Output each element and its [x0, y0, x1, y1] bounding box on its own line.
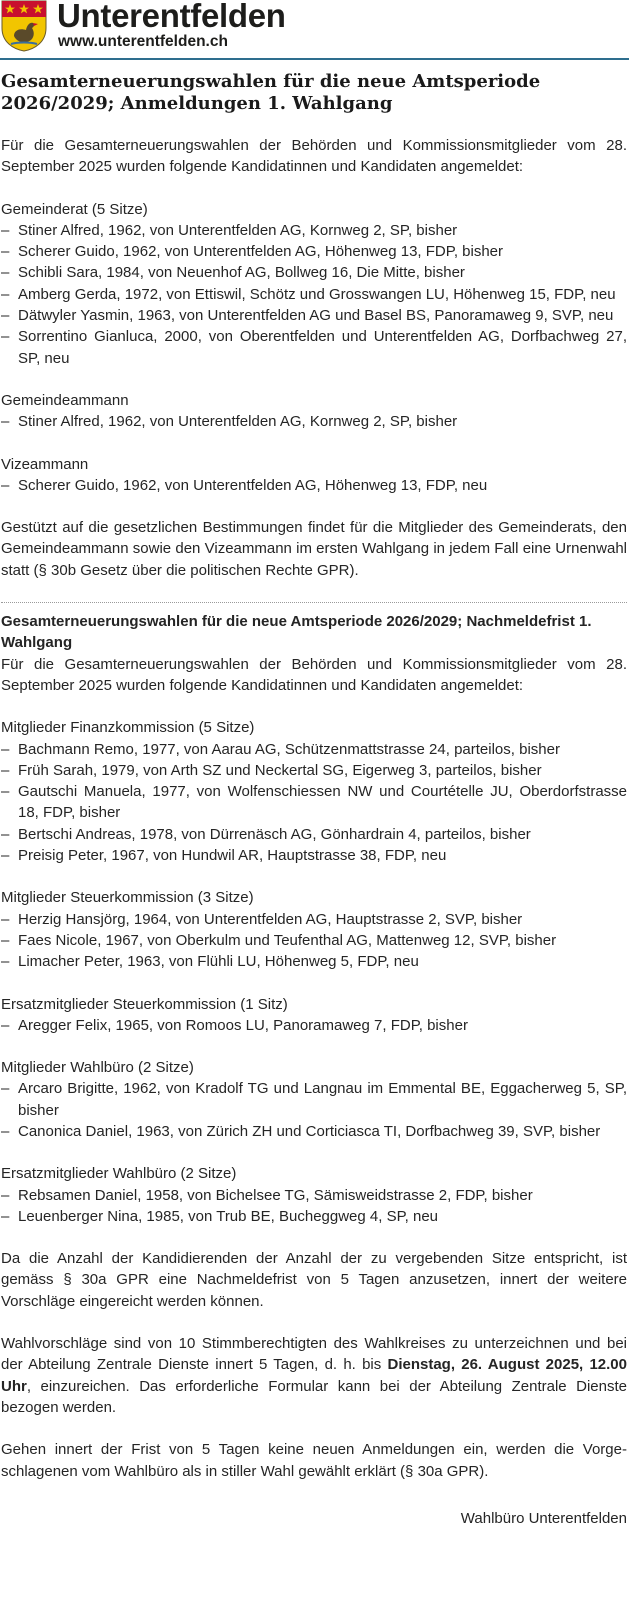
list-item — [1, 326, 627, 369]
list-item — [1, 241, 627, 262]
candidate-entry: Herzig Hansjörg, 1964, von Unterentfelden AG, Hauptstrasse 2, SVP, bisher — [18, 910, 523, 928]
deadline-date: Dienstag, 26. August 2025, 12.00 Uhr — [1, 1356, 627, 1395]
candidate-entry: Arcaro Brigitte, 1962, von Kradolf TG und Langnau im Emmental BE, Eggacherweg 5, SP, bisher — [18, 1080, 627, 1119]
list-bullet: – — [1, 285, 10, 303]
list-bullet: – — [1, 1186, 10, 1204]
list-item — [1, 781, 627, 824]
header — [0, 0, 629, 60]
list-bullet: – — [1, 931, 10, 949]
candidate-entry: Amberg Gerda, 1972, von Ettiswil, Schötz und Grosswangen LU, Höhenweg 15, FDP, neu — [18, 285, 616, 303]
list-bullet: – — [1, 243, 10, 261]
article-1-intro: Für die Gesamterneuerungswahlen der Behörden und Kommissionsmitglieder vom 28. September 2025 wurden folgende Kandidatinnen und Kandidaten angemeldet: — [1, 137, 627, 176]
list-bullet: – — [1, 264, 10, 282]
candidate-list — [1, 220, 627, 369]
section-title: Gemeindeammann — [1, 391, 129, 409]
list-bullet: – — [1, 1122, 10, 1140]
candidate-list — [1, 1015, 627, 1036]
candidate-list — [1, 411, 627, 432]
header-divider — [0, 58, 629, 60]
candidate-entry: Rebsamen Daniel, 1958, von Bichelsee TG, Sämisweidstrasse 2, FDP, bisher — [18, 1186, 533, 1204]
list-item — [1, 1121, 627, 1142]
candidate-entry: Leuenberger Nina, 1985, von Trub BE, Bucheggweg 4, SP, neu — [18, 1207, 439, 1225]
list-bullet: – — [1, 476, 10, 494]
list-item — [1, 262, 627, 283]
article-divider — [1, 602, 627, 603]
site-url[interactable]: www.unterentfelden.ch — [58, 33, 228, 50]
silent-election-paragraph: Gehen innert der Frist von 5 Tagen keine neuen Anmeldungen ein, werden die Vorgeschlagenen vom Wahlbüro als in stiller Wahl gewählt erklärt (§ 30a GPR). — [1, 1441, 627, 1480]
list-item — [1, 760, 627, 781]
article-2-sections — [1, 717, 627, 1227]
candidate-entry: Bachmann Remo, 1977, von Aarau AG, Schützenmattstrasse 24, parteilos, bisher — [18, 740, 560, 758]
list-item — [1, 475, 627, 496]
article-1-closing: Gestützt auf die gesetzlichen Bestimmungen findet für die Mitglieder des Gemeinderats, den Gemeindeammann sowie den Vizeammann im ersten Wahlgang in jedem Fall eine Urnenwahl statt (§ 30b Gesetz über die politischen Rechte GPR). — [1, 519, 627, 579]
list-bullet: – — [1, 825, 10, 843]
candidate-list — [1, 475, 627, 496]
deadline-text-after: , einzureichen. Das erforderliche Formular kann bei der Abteilung Zentrale Dienste bezogen werden. — [1, 1377, 627, 1416]
candidate-entry: Gautschi Manuela, 1977, von Wolfenschiessen NW und Courtételle JU, Oberdorfstrasse 18, FDP, bisher — [18, 783, 627, 822]
list-item — [1, 1206, 627, 1227]
candidate-entry: Scherer Guido, 1962, von Unterentfelden AG, Höhenweg 13, FDP, bisher — [18, 243, 504, 261]
candidate-entry: Schibli Sara, 1984, von Neuenhof AG, Bollweg 16, Die Mitte, bisher — [18, 264, 465, 282]
candidate-entry: Limacher Peter, 1963, von Flühli LU, Höhenweg 5, FDP, neu — [18, 953, 419, 971]
candidate-entry: Faes Nicole, 1967, von Oberkulm und Teufenthal AG, Mattenweg 12, SVP, bisher — [18, 931, 557, 949]
list-bullet: – — [1, 953, 10, 971]
candidate-list — [1, 909, 627, 973]
list-item — [1, 951, 627, 972]
list-item — [1, 411, 627, 432]
candidate-entry: Stiner Alfred, 1962, von Unterentfelden AG, Kornweg 2, SP, bisher — [18, 413, 458, 431]
section-title: Vizeammann — [1, 455, 89, 473]
candidate-entry: Preisig Peter, 1967, von Hundwil AR, Hauptstrasse 38, FDP, neu — [18, 847, 447, 865]
candidate-entry: Stiner Alfred, 1962, von Unterentfelden AG, Kornweg 2, SP, bisher — [18, 221, 458, 239]
list-bullet: – — [1, 307, 10, 325]
list-bullet: – — [1, 1016, 10, 1034]
candidate-section — [1, 994, 627, 1037]
candidate-section — [1, 887, 627, 972]
candidate-entry: Früh Sarah, 1979, von Arth SZ und Neckertal SG, Eigerweg 3, parteilos, bisher — [18, 761, 542, 779]
section-title: Mitglieder Wahlbüro (2 Sitze) — [1, 1059, 194, 1077]
coat-of-arms-icon — [1, 0, 47, 52]
list-item — [1, 284, 627, 305]
list-item — [1, 845, 627, 866]
candidate-entry: Dätwyler Yasmin, 1963, von Unterentfelden AG und Basel BS, Panoramaweg 9, SVP, neu — [18, 307, 614, 325]
section-title: Gemeinderat (5 Sitze) — [1, 200, 148, 218]
list-item — [1, 824, 627, 845]
list-bullet: – — [1, 847, 10, 865]
candidate-entry: Canonica Daniel, 1963, von Zürich ZH und Corticiasca TI, Dorfbachweg 39, SVP, bisher — [18, 1122, 601, 1140]
article-1-heading: Gesamterneuerungswahlen für die neue Amtsperiode 2026/2029; Anmeldungen 1. Wahlgang — [1, 71, 541, 114]
list-item — [1, 930, 627, 951]
candidate-section — [1, 1057, 627, 1142]
list-bullet: – — [1, 1207, 10, 1225]
candidate-entry: Aregger Felix, 1965, von Romoos LU, Panoramaweg 7, FDP, bisher — [18, 1016, 468, 1034]
candidate-entry: Bertschi Andreas, 1978, von Dürrenäsch AG, Gönhardrain 4, parteilos, bisher — [18, 825, 531, 843]
list-bullet: – — [1, 413, 10, 431]
candidate-list — [1, 1185, 627, 1228]
deadline-text-before: Wahlvorschläge sind von 10 Stimmberechtigten des Wahlkreises zu unterzeichnen und bei der Abteilung Zentrale Dienste innert 5 Tagen, d. h. bis — [1, 1335, 627, 1374]
list-bullet: – — [1, 783, 10, 801]
list-bullet: – — [1, 1080, 10, 1098]
list-bullet: – — [1, 910, 10, 928]
list-item — [1, 1185, 627, 1206]
candidate-entry: Sorrentino Gianluca, 2000, von Oberentfelden und Unterentfelden AG, Dorfbachweg 27, SP, neu — [18, 328, 627, 367]
signature: Wahlbüro Unterentfelden — [460, 1509, 627, 1527]
section-title: Ersatzmitglieder Steuerkommission (1 Sitz) — [1, 995, 288, 1013]
candidate-entry: Scherer Guido, 1962, von Unterentfelden AG, Höhenweg 13, FDP, neu — [18, 476, 488, 494]
candidate-section — [1, 1163, 627, 1227]
list-item — [1, 739, 627, 760]
section-title: Ersatzmitglieder Wahlbüro (2 Sitze) — [1, 1165, 237, 1183]
list-item — [1, 1078, 627, 1121]
nachmeldefrist-paragraph: Da die Anzahl der Kandidierenden der Anzahl der zu vergebenden Sitze entspricht, ist gemäss § 30a GPR eine Nachmeldefrist von 5 Tagen anzusetzen, innert der weitere Vorschläge eingereicht werden können. — [1, 1250, 627, 1310]
candidate-list — [1, 739, 627, 867]
candidate-section — [1, 199, 627, 369]
article-2-intro: Für die Gesamterneuerungswahlen der Behörden und Kommissionsmitglieder vom 28. September 2025 wurden folgende Kandidatinnen und Kandidaten angemeldet: — [1, 655, 627, 694]
deadline-paragraph — [1, 1333, 627, 1418]
section-title: Mitglieder Steuerkommission (3 Sitze) — [1, 889, 254, 907]
site-title: Unterentfelden — [57, 0, 286, 34]
list-item — [1, 909, 627, 930]
section-title: Mitglieder Finanzkommission (5 Sitze) — [1, 719, 255, 737]
candidate-section — [1, 454, 627, 497]
list-bullet: – — [1, 761, 10, 779]
list-bullet: – — [1, 740, 10, 758]
candidate-list — [1, 1078, 627, 1142]
article-content — [1, 71, 627, 1529]
article-1-sections — [1, 199, 627, 497]
candidate-section — [1, 717, 627, 866]
list-bullet: – — [1, 328, 10, 346]
list-bullet: – — [1, 221, 10, 239]
article-2-heading: Gesamterneuerungswahlen für die neue Amtsperiode 2026/2029; Nachmeldefrist 1. Wahlgang — [1, 613, 592, 652]
candidate-section — [1, 390, 627, 433]
list-item — [1, 1015, 627, 1036]
list-item — [1, 220, 627, 241]
list-item — [1, 305, 627, 326]
